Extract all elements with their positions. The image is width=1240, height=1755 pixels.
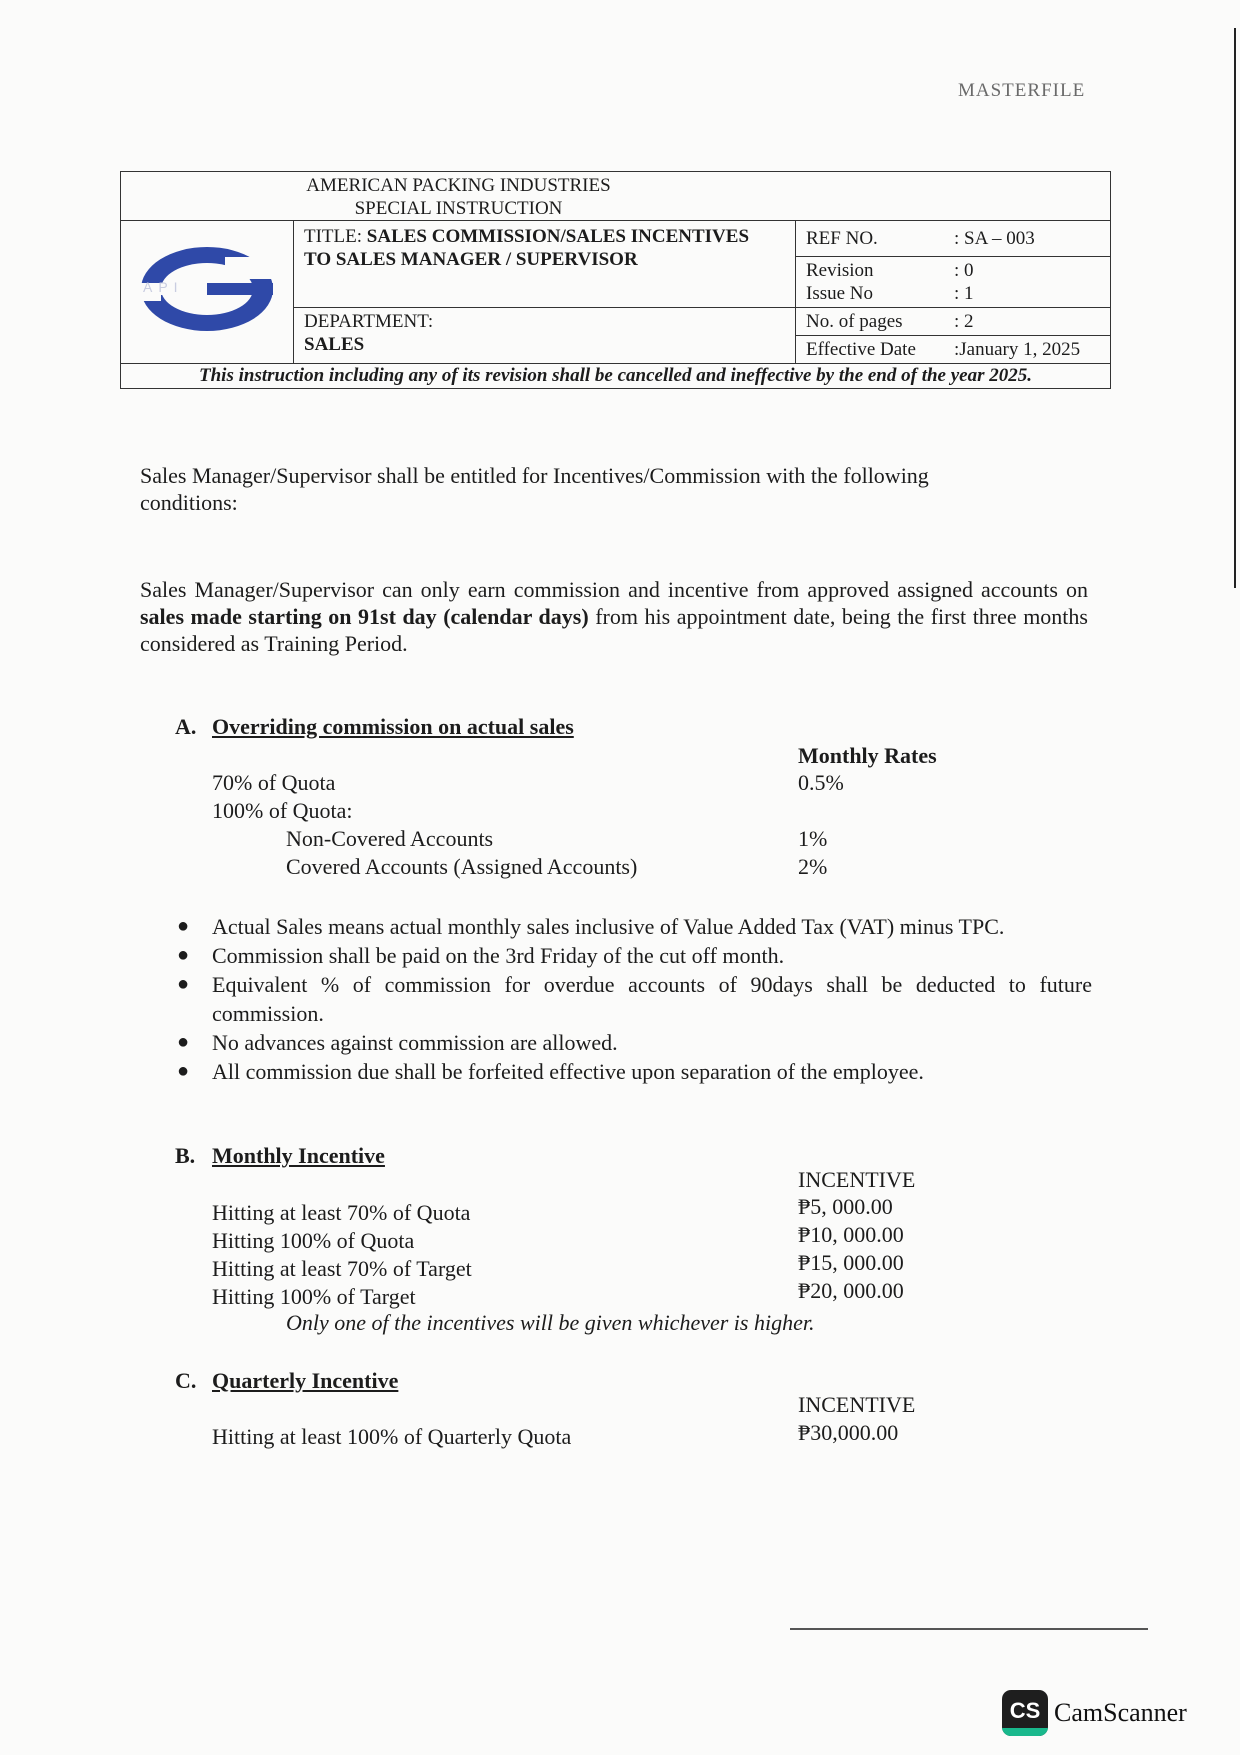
section-a-letter: A. bbox=[175, 714, 197, 739]
quarterly-row-label: Hitting at least 100% of Quarterly Quota bbox=[212, 1424, 572, 1449]
incentive-row-label: Hitting 100% of Target bbox=[212, 1284, 416, 1309]
eligibility-text-2: from his appointment date, being the first three months considered as Training Period. bbox=[140, 604, 1088, 656]
revision-value: : 0 bbox=[954, 260, 974, 281]
incentive-row-label: Hitting at least 70% of Quota bbox=[212, 1200, 471, 1225]
pages-cell bbox=[796, 308, 1111, 336]
rate-row-label: 70% of Quota bbox=[212, 770, 336, 795]
ref-label: REF NO. bbox=[806, 228, 878, 249]
scan-edge bbox=[1234, 28, 1236, 588]
list-item: ● Commission shall be paid on the 3rd Friday of the cut off month. bbox=[177, 943, 785, 968]
list-item: ● All commission due shall be forfeited effective upon separation of the employee. bbox=[177, 1059, 924, 1084]
effective-date-cell bbox=[796, 336, 1111, 364]
pages-label: No. of pages bbox=[806, 311, 903, 332]
ref-cell bbox=[796, 221, 1111, 257]
section-a-heading bbox=[175, 714, 574, 740]
masterfile-stamp: MASTERFILE bbox=[958, 80, 1086, 101]
company-name: AMERICAN PACKING INDUSTRIES bbox=[306, 175, 611, 196]
logo-text: API bbox=[143, 279, 184, 295]
bullet-icon: ● bbox=[177, 1060, 190, 1082]
title-line-2: TO SALES MANAGER / SUPERVISOR bbox=[304, 249, 638, 270]
camscanner-label: CamScanner bbox=[1054, 1698, 1187, 1727]
title-cell bbox=[294, 221, 796, 308]
intro-line-1: Sales Manager/Supervisor shall be entitled for Incentives/Commission with the following bbox=[140, 463, 929, 488]
incentive-row-amount: ₱10, 000.00 bbox=[798, 1222, 904, 1247]
department-label: DEPARTMENT: bbox=[304, 311, 434, 332]
revision-label: Revision bbox=[806, 260, 874, 281]
list-item: ● No advances against commission are allowed. bbox=[177, 1030, 618, 1055]
pages-value: : 2 bbox=[954, 311, 974, 332]
camscanner-watermark bbox=[1002, 1690, 1187, 1736]
incentive-row-amount: ₱15, 000.00 bbox=[798, 1250, 904, 1275]
rate-row-value: 1% bbox=[798, 826, 828, 851]
document-type: SPECIAL INSTRUCTION bbox=[354, 198, 563, 219]
intro-line-2: conditions: bbox=[140, 490, 238, 515]
company-cell bbox=[121, 172, 1111, 221]
eligibility-text-1: Sales Manager/Supervisor can only earn commission and incentive from approved assigned accounts on bbox=[140, 577, 1088, 602]
rate-row-label: Covered Accounts (Assigned Accounts) bbox=[286, 854, 638, 879]
department-cell bbox=[294, 308, 796, 364]
section-b-letter: B. bbox=[175, 1143, 196, 1168]
bullet-icon: ● bbox=[177, 915, 190, 937]
title-line-1: SALES COMMISSION/SALES INCENTIVES bbox=[366, 226, 750, 247]
bullet-icon: ● bbox=[177, 973, 190, 995]
rate-row-label: Non-Covered Accounts bbox=[286, 826, 494, 851]
title-label: TITLE: bbox=[304, 226, 363, 247]
section-c-heading bbox=[175, 1368, 398, 1394]
list-item: ● Actual Sales means actual monthly sales inclusive of Value Added Tax (VAT) minus TPC. bbox=[177, 914, 1005, 939]
eligibility-bold: sales made starting on 91st day (calendar days) bbox=[140, 604, 589, 629]
rate-row-value: 0.5% bbox=[798, 770, 844, 795]
section-c-letter: C. bbox=[175, 1368, 197, 1393]
incentive-row-label: Hitting 100% of Quota bbox=[212, 1228, 415, 1253]
document-header-table bbox=[120, 171, 1111, 389]
effective-date-value: :January 1, 2025 bbox=[954, 339, 1081, 360]
commission-rules-list bbox=[172, 912, 1092, 1086]
incentive-header: INCENTIVE bbox=[798, 1167, 916, 1192]
section-c-title: Quarterly Incentive bbox=[212, 1368, 399, 1393]
revision-cell bbox=[796, 257, 1111, 308]
company-logo bbox=[137, 239, 277, 339]
eligibility-paragraph bbox=[140, 576, 1088, 657]
bullet-icon: ● bbox=[177, 944, 190, 966]
camscanner-logo-icon: CS bbox=[1002, 1690, 1048, 1736]
department-value: SALES bbox=[304, 334, 365, 355]
list-item: ● Equivalent % of commission for overdue accounts of 90days shall be deducted to future commission. bbox=[177, 972, 1092, 1026]
monthly-rates-header: Monthly Rates bbox=[798, 743, 937, 768]
incentive-row-label: Hitting at least 70% of Target bbox=[212, 1256, 472, 1281]
footer-rule bbox=[790, 1628, 1148, 1630]
incentive-note: Only one of the incentives will be given whichever is higher. bbox=[286, 1310, 815, 1335]
effective-date-label: Effective Date bbox=[806, 339, 916, 360]
validity-notice: This instruction including any of its revision shall be cancelled and ineffective by the end of the year 2025. bbox=[121, 364, 1111, 389]
logo-cell bbox=[121, 221, 294, 364]
issue-value: : 1 bbox=[954, 283, 974, 304]
ref-value: : SA – 003 bbox=[954, 228, 1035, 249]
quarterly-incentive-header: INCENTIVE bbox=[798, 1392, 916, 1417]
quarterly-row-amount: ₱30,000.00 bbox=[798, 1420, 899, 1445]
section-b-heading bbox=[175, 1143, 385, 1169]
bullet-icon: ● bbox=[177, 1031, 190, 1053]
issue-label: Issue No bbox=[806, 283, 874, 304]
rate-row-value: 2% bbox=[798, 854, 828, 879]
section-b-title: Monthly Incentive bbox=[212, 1143, 385, 1168]
intro-paragraph bbox=[140, 462, 1088, 516]
incentive-row-amount: ₱20, 000.00 bbox=[798, 1278, 904, 1303]
section-a-title: Overriding commission on actual sales bbox=[212, 714, 574, 739]
incentive-row-amount: ₱5, 000.00 bbox=[798, 1194, 893, 1219]
rate-row-label: 100% of Quota: bbox=[212, 798, 353, 823]
